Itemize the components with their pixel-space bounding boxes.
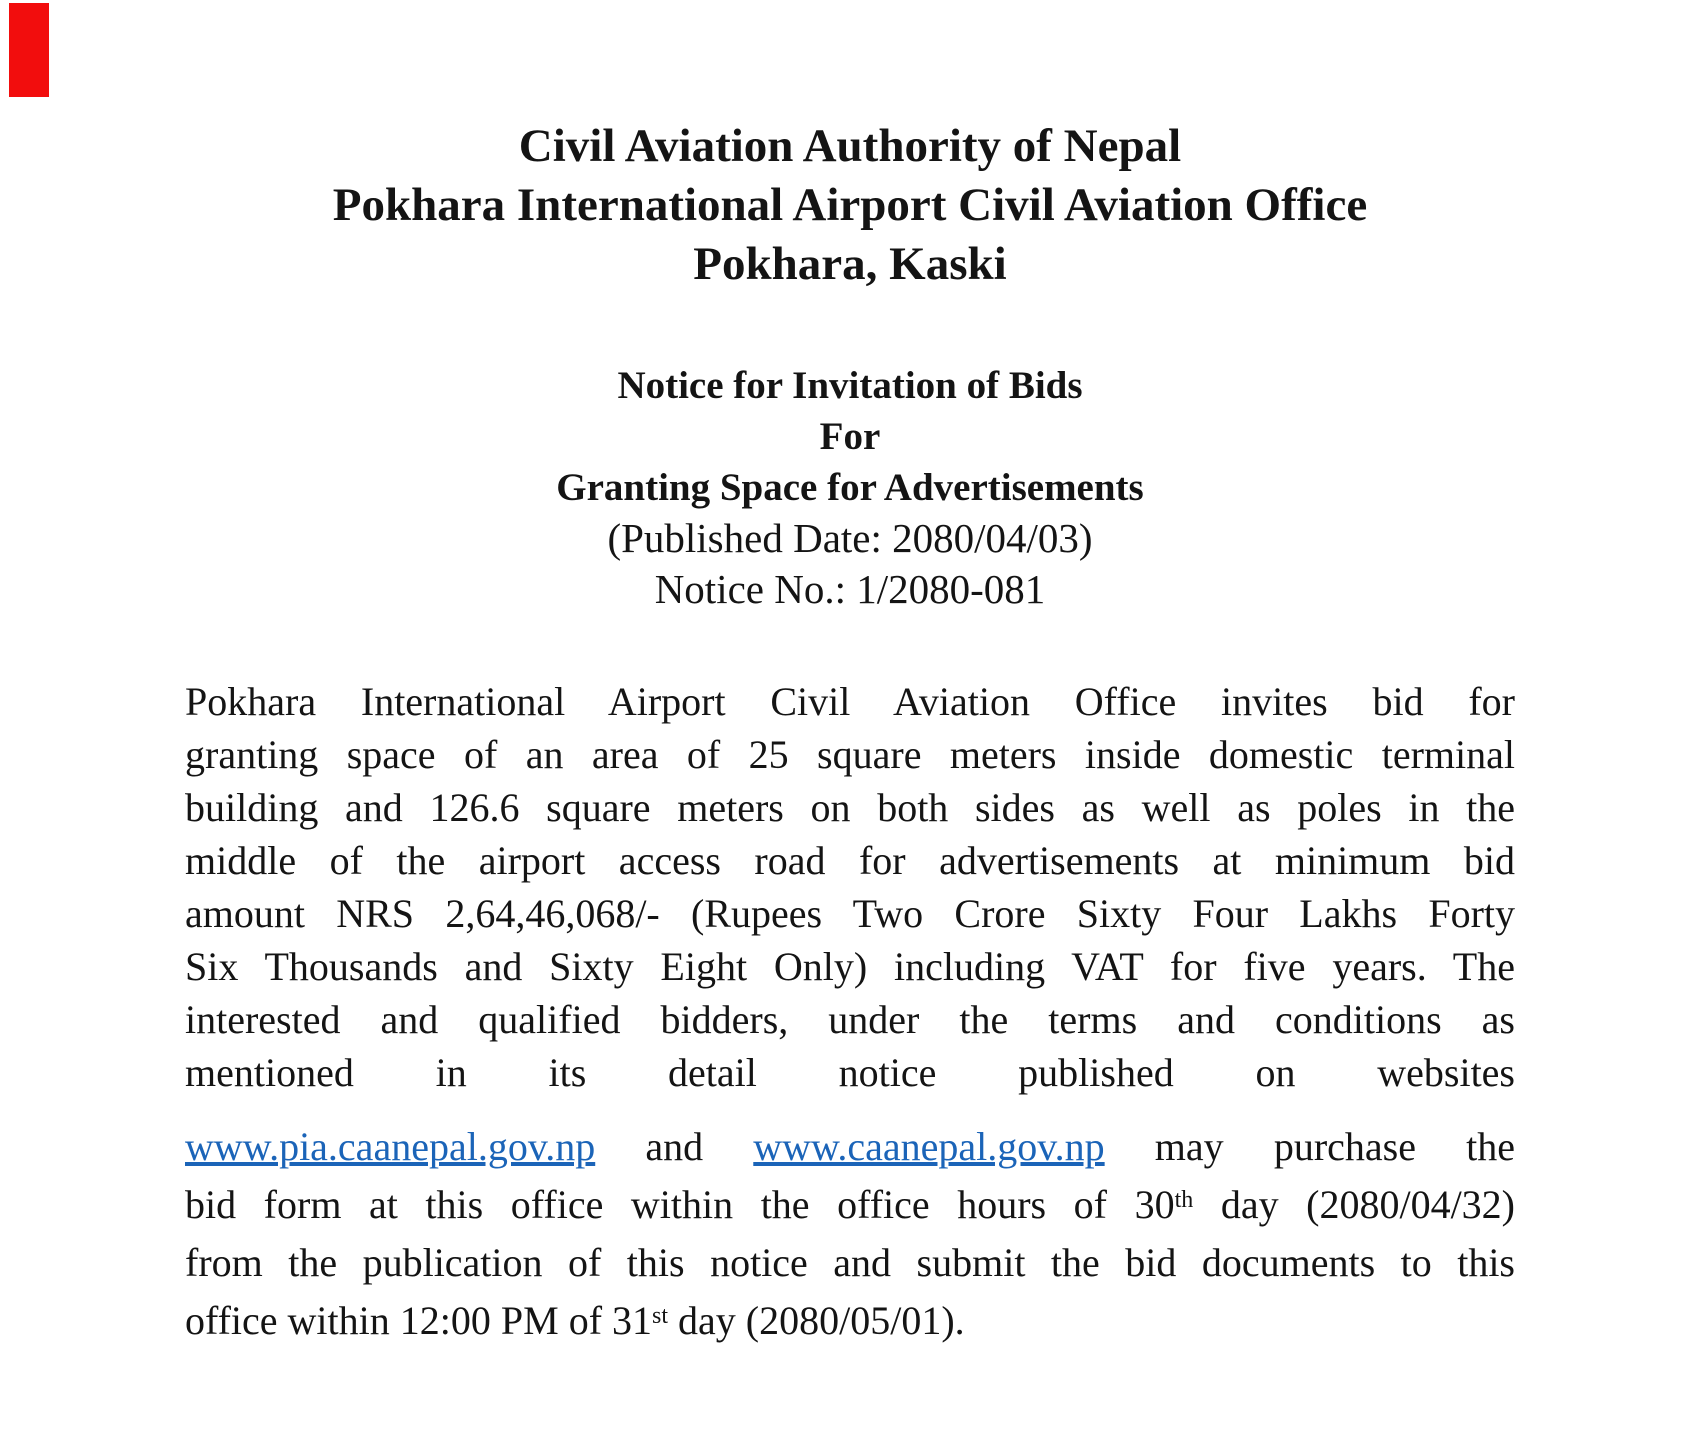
link-caan-website[interactable]: www.caanepal.gov.np — [753, 1124, 1105, 1169]
link-pia-website[interactable]: www.pia.caanepal.gov.np — [185, 1124, 596, 1169]
subtitle-granting-space: Granting Space for Advertisements — [556, 466, 1144, 509]
body-line: Pokhara International Airport Civil Aviation Office invites bid for — [185, 679, 1515, 724]
body-line: middle of the airport access road for advertisements at minimum bid — [185, 838, 1515, 883]
document-header — [185, 0, 1515, 294]
body-line-closing — [185, 1292, 1515, 1350]
notice-body-paragraph — [185, 675, 1515, 1350]
closing-date-text: day (2080/05/01). — [668, 1298, 965, 1343]
header-org-name: Civil Aviation Authority of Nepal — [518, 120, 1182, 172]
subtitle-for: For — [819, 415, 881, 458]
body-line: amount NRS 2,64,46,068/- (Rupees Two Crore Sixty Four Lakhs Forty — [185, 891, 1515, 936]
published-date-line: (Published Date: 2080/04/03) — [607, 515, 1093, 561]
link-line-and-text: and — [595, 1124, 754, 1169]
notice-document — [185, 0, 1515, 1350]
bid-form-date-text: day (2080/04/32) — [1193, 1182, 1516, 1227]
body-line: granting space of an area of 25 square meters inside domestic terminal — [185, 732, 1515, 777]
red-corner-mark — [9, 3, 49, 97]
body-line: Six Thousands and Sixty Eight Only) including VAT for five years. The — [185, 944, 1515, 989]
body-line: from the publication of this notice and submit the bid documents to this — [185, 1240, 1515, 1285]
notice-subtitle — [185, 360, 1515, 615]
link-line-tail-text: may purchase the — [1104, 1124, 1515, 1169]
bid-form-text: bid form at this office within the office hours of 30 — [185, 1182, 1175, 1227]
body-line: mentioned in its detail notice published on websites — [185, 1050, 1515, 1095]
header-office-name: Pokhara International Airport Civil Aviation Office — [332, 179, 1368, 231]
notice-number-line: Notice No.: 1/2080-081 — [654, 566, 1046, 612]
closing-text: office within 12:00 PM of 31 — [185, 1298, 653, 1343]
header-location: Pokhara, Kaski — [693, 238, 1007, 290]
superscript-th: th — [1174, 1187, 1194, 1214]
subtitle-notice-title: Notice for Invitation of Bids — [617, 364, 1083, 407]
superscript-st: st — [652, 1303, 669, 1330]
body-line-bid-form — [185, 1176, 1515, 1234]
body-line: building and 126.6 square meters on both sides as well as poles in the — [185, 785, 1515, 830]
body-line-links — [185, 1118, 1515, 1176]
body-line: interested and qualified bidders, under the terms and conditions as — [185, 997, 1515, 1042]
